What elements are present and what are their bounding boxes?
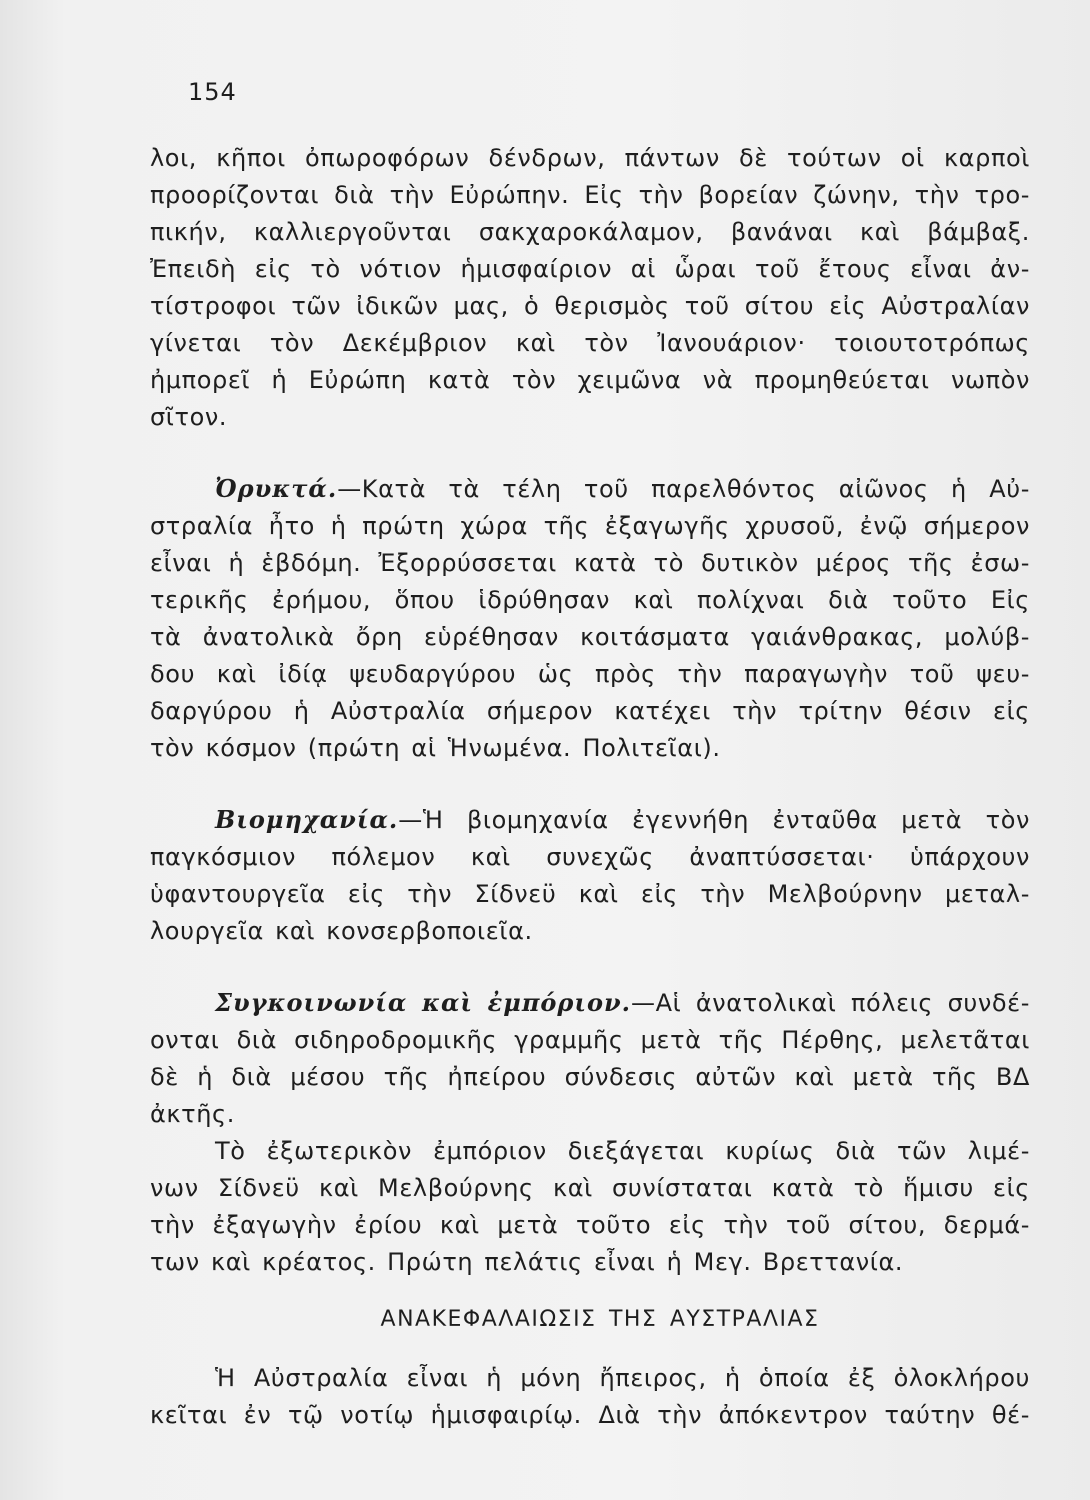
text-line: γίνεται τὸν Δεκέμβριον καὶ τὸν Ἰανουάριον· τοιουτοτρόπως — [150, 329, 1030, 357]
text-line — [150, 470, 1030, 508]
summary-section-title: ΑΝΑΚΕΦΑΛΑΙΩΣΙΣ ΤΗΣ ΑΥΣΤΡΑΛΙΑΣ — [380, 1307, 820, 1332]
section-heading-industry: Βιομηχανία. — [215, 805, 399, 834]
text-line: τὰ ἀνατολικὰ ὄρη εὑρέθησαν κοιτάσματα γαιάνθρακας, μολύβ- — [150, 623, 1030, 651]
text-run: —Κατὰ τὰ τέλη τοῦ παρελθόντος αἰῶνος ἡ Αὐ- — [337, 475, 1030, 503]
text-line — [150, 984, 1030, 1022]
text-line: πικήν, καλλιεργοῦνται σακχαροκάλαμον, βανάναι καὶ βάμβαξ. — [150, 218, 1030, 246]
text-line: ονται διὰ σιδηροδρομικῆς γραμμῆς μετὰ τῆς Πέρθης, μελετᾶται — [150, 1026, 1030, 1054]
text-line: ἠμπορεῖ ἡ Εὐρώπη κατὰ τὸν χειμῶνα νὰ προμηθεύεται νωπὸν — [150, 366, 1030, 394]
section-heading-minerals: Ὀρυκτά. — [215, 474, 338, 503]
text-line: κεῖται ἐν τῷ νοτίῳ ἡμισφαιρίῳ. Διὰ τὴν ἀπόκεντρον ταύτην θέ- — [150, 1401, 1030, 1429]
text-line: στραλία ἦτο ἡ πρώτη χώρα τῆς ἐξαγωγῆς χρυσοῦ, ἐνῷ σήμερον — [150, 512, 1030, 540]
text-line: σῖτον. — [150, 403, 228, 431]
text-line: προορίζονται διὰ τὴν Εὐρώπην. Εἰς τὴν βορείαν ζώνην, τὴν τρο- — [150, 181, 1030, 209]
text-run: —Ἡ βιομηχανία ἐγεννήθη ἐνταῦθα μετὰ τὸν — [398, 806, 1030, 834]
page-body — [150, 140, 1030, 1434]
text-line: τερικῆς ἐρήμου, ὅπου ἱδρύθησαν καὶ πολίχναι διὰ τοῦτο Εἰς — [150, 586, 1030, 614]
paragraph-minerals — [150, 470, 1030, 767]
text-line: Ἡ Αὐστραλία εἶναι ἡ μόνη ἤπειρος, ἡ ὁποία ἐξ ὁλοκλήρου — [215, 1364, 1030, 1392]
text-line: τίστροφοι τῶν ἰδικῶν μας, ὁ θερισμὸς τοῦ σίτου εἰς Αὐστραλίαν — [150, 292, 1030, 320]
paragraph-industry — [150, 801, 1030, 950]
page-number: 154 — [188, 78, 237, 106]
text-line: δου καὶ ἰδίᾳ ψευδαργύρου ὡς πρὸς τὴν παραγωγὴν τοῦ ψευ- — [150, 660, 1030, 688]
text-line: Ἐπειδὴ εἰς τὸ νότιον ἡμισφαίριον αἱ ὧραι τοῦ ἔτους εἶναι ἀν- — [150, 255, 1030, 283]
text-line: ὑφαντουργεῖα εἰς τὴν Σίδνεϋ καὶ εἰς τὴν Μελβούρνην μεταλ- — [150, 880, 1030, 908]
paragraph-agriculture — [150, 140, 1030, 436]
text-line — [150, 801, 1030, 839]
text-line: δαργύρου ἡ Αὐστραλία σήμερον κατέχει τὴν τρίτην θέσιν εἰς — [150, 697, 1030, 725]
text-line: δὲ ἡ διὰ μέσου τῆς ἠπείρου σύνδεσις αὐτῶν καὶ μετὰ τῆς ΒΔ — [150, 1063, 1030, 1091]
paragraph-summary — [150, 1360, 1030, 1434]
text-line: λουργεῖα καὶ κονσερβοποιεῖα. — [150, 917, 533, 945]
text-line: Τὸ ἐξωτερικὸν ἐμπόριον διεξάγεται κυρίως διὰ τῶν λιμέ- — [215, 1137, 1030, 1165]
text-line: νων Σίδνεϋ καὶ Μελβούρνης καὶ συνίσταται κατὰ τὸ ἥμισυ εἰς — [150, 1174, 1030, 1202]
paragraph-communications — [150, 984, 1030, 1133]
section-heading-communications: Συγκοινωνία καὶ ἐμπόριον. — [215, 988, 631, 1017]
text-line: εἶναι ἡ ἑβδόμη. Ἐξορρύσσεται κατὰ τὸ δυτικὸν μέρος τῆς ἐσω- — [150, 549, 1030, 577]
text-run: —Αἱ ἀνατολικαὶ πόλεις συνδέ- — [630, 989, 1030, 1017]
paragraph-foreign-trade — [150, 1133, 1030, 1281]
text-line: των καὶ κρέατος. Πρώτη πελάτις εἶναι ἡ Μεγ. Βρεττανία. — [150, 1248, 904, 1276]
text-line: ἀκτῆς. — [150, 1100, 235, 1128]
text-line: τὴν ἐξαγωγὴν ἐρίου καὶ μετὰ τοῦτο εἰς τὴν τοῦ σίτου, δερμά- — [150, 1211, 1030, 1239]
text-line: τὸν κόσμον (πρώτη αἱ Ἡνωμένα. Πολιτεῖαι). — [150, 734, 721, 762]
text-line: λοι, κῆποι ὀπωροφόρων δένδρων, πάντων δὲ τούτων οἱ καρποὶ — [150, 144, 1030, 172]
text-line: παγκόσμιον πόλεμον καὶ συνεχῶς ἀναπτύσσεται· ὑπάρχουν — [150, 843, 1030, 871]
